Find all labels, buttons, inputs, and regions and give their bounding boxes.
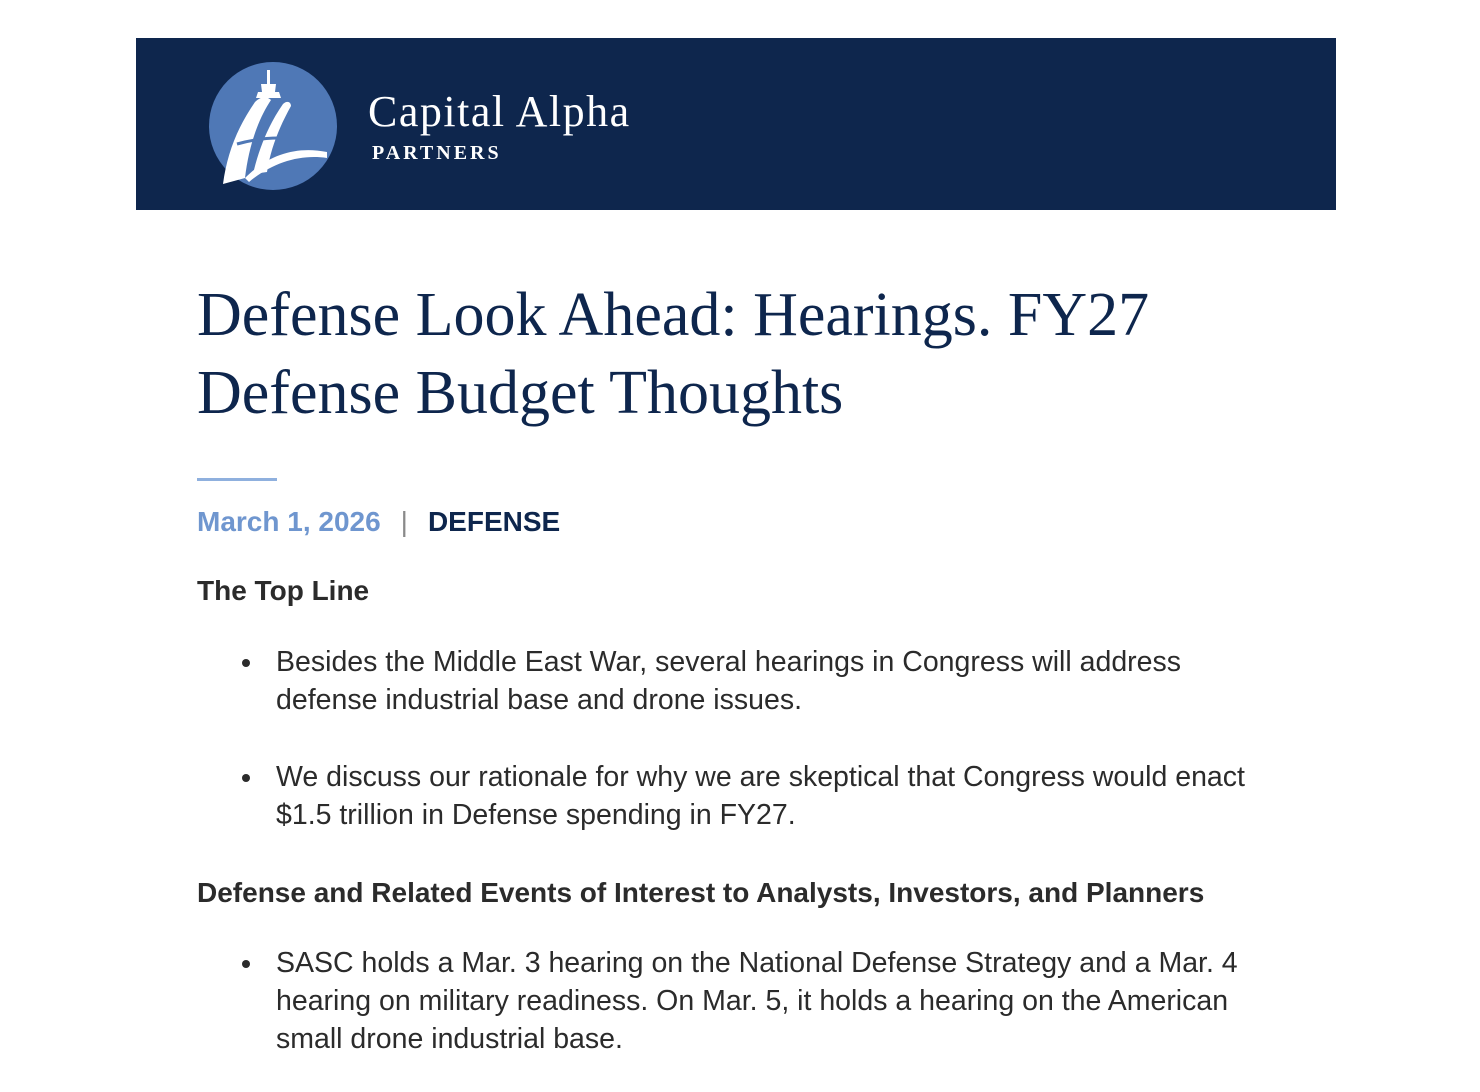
bullet-icon <box>242 774 250 782</box>
bullet-icon <box>242 960 250 968</box>
section-heading-events: Defense and Related Events of Interest to Analysts, Investors, and Planners <box>197 877 1205 908</box>
bullet-text: SASC holds a Mar. 3 hearing on the National Defense Strategy and a Mar. 4 hearing on military readiness. On Mar. 5, it holds a hearing on the American small drone industrial base. <box>276 947 1238 1055</box>
list-item <box>197 643 1277 719</box>
list-item <box>197 944 1277 1058</box>
list-item <box>197 758 1277 834</box>
article-meta <box>197 504 560 540</box>
brand-subtitle: PARTNERS <box>372 142 502 164</box>
title-divider <box>197 478 277 481</box>
top-line-bullets-2 <box>197 758 1277 834</box>
bullet-icon <box>242 659 250 667</box>
section-heading-top-line: The Top Line <box>197 575 370 606</box>
bullet-text: Besides the Middle East War, several hearings in Congress will address defense industrial base and drone issues. <box>276 646 1182 716</box>
brand-name: Capital Alpha <box>368 87 631 136</box>
header-banner <box>136 38 1336 210</box>
bullet-text: We discuss our rationale for why we are skeptical that Congress would enact $1.5 trillion in Defense spending in FY27. <box>276 761 1245 831</box>
page-title: Defense Look Ahead: Hearings. FY27 Defense Budget Thoughts <box>197 281 1150 427</box>
top-line-bullets <box>197 643 1277 719</box>
capitol-dome-icon <box>209 62 337 190</box>
events-bullets <box>197 944 1277 1058</box>
article-category: DEFENSE <box>427 506 561 537</box>
article-date: March 1, 2026 <box>197 506 381 537</box>
meta-separator: | <box>400 506 408 537</box>
